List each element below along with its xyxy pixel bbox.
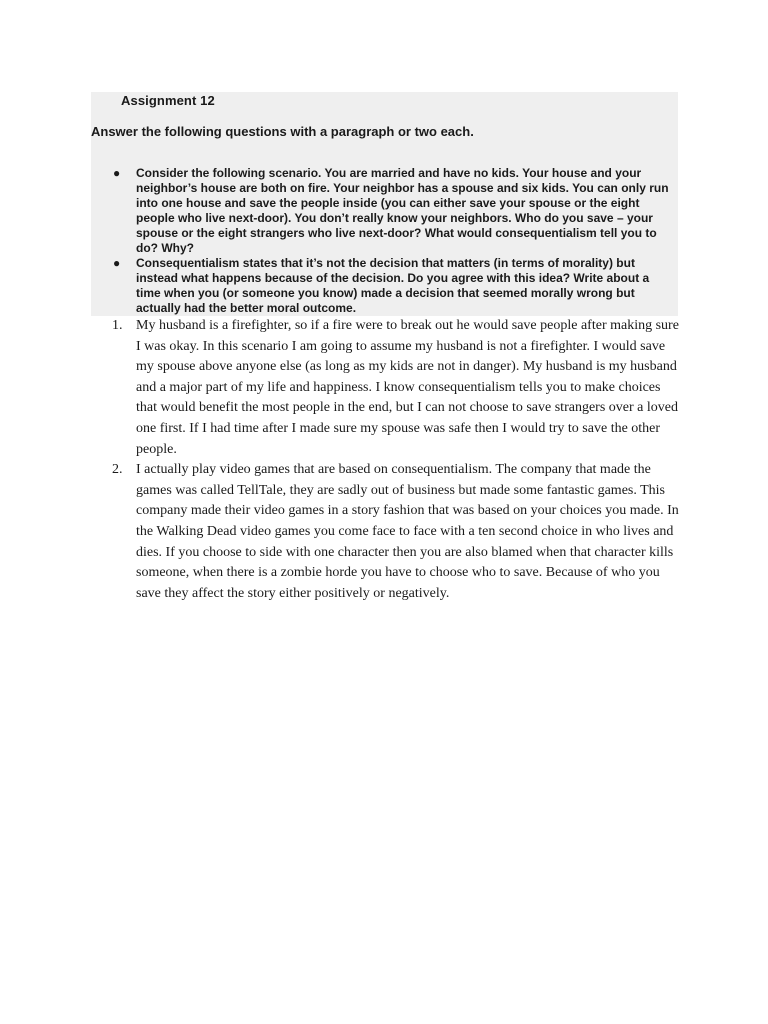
- question-list: [110, 166, 676, 316]
- answer-number: 1.: [112, 318, 123, 333]
- answer-text: My husband is a firefighter, so if a fire were to break out he would save people after making sure I was okay. In this scenario I am going to assume my husband is not a firefighter. I would save my spouse above anyone else (as long as my kids are not in danger). My husband is my husband and a major part of my life and happiness. I know consequentialism tells you to make choices that would benefit the most people in the end, but I can not choose to save strangers over a loved one first. If I had time after I made sure my spouse was safe then I would try to save the other people.: [136, 318, 679, 457]
- question-item: [110, 256, 676, 316]
- bullet-icon: ●: [113, 256, 121, 270]
- assignment-title: Assignment 12: [121, 93, 215, 108]
- answer-text: I actually play video games that are based on consequentialism. The company that made the games was called TellTale, they are sadly out of business but made some fantastic games. This company made their video games in a story fashion that was based on your choices you made. In the Walking Dead video games you come face to face with a ten second choice in who lives and dies. If you choose to side with one character then you are also blamed when that character kills someone, when there is a zombie horde you have to choose who to save. Because of who you save they affect the story either positively or negatively.: [136, 462, 679, 601]
- answer-item: [112, 460, 684, 604]
- bullet-icon: ●: [113, 166, 121, 180]
- question-text: Consequentialism states that it’s not the decision that matters (in terms of morality) but instead what happens because of the decision. Do you agree with this idea? Write about a time when you (or someone you know) made a decision that seemed morally wrong but actually had the better moral outcome.: [136, 256, 650, 315]
- answer-item: [112, 316, 684, 460]
- answer-number: 2.: [112, 462, 123, 478]
- question-text: Consider the following scenario. You are married and have no kids. Your house and your neighbor’s house are both on fire. Your neighbor has a spouse and six kids. You can only run into one house and save the people inside (you can either save your spouse or the eight people who live next-door). You don’t really know your neighbors. Who do you save – your spouse or the eight strangers who live next-door? What would consequentialism tell you to do? Why?: [136, 166, 669, 255]
- question-item: [110, 166, 676, 256]
- assignment-instructions: Answer the following questions with a paragraph or two each.: [91, 124, 474, 139]
- answer-list: [112, 316, 684, 604]
